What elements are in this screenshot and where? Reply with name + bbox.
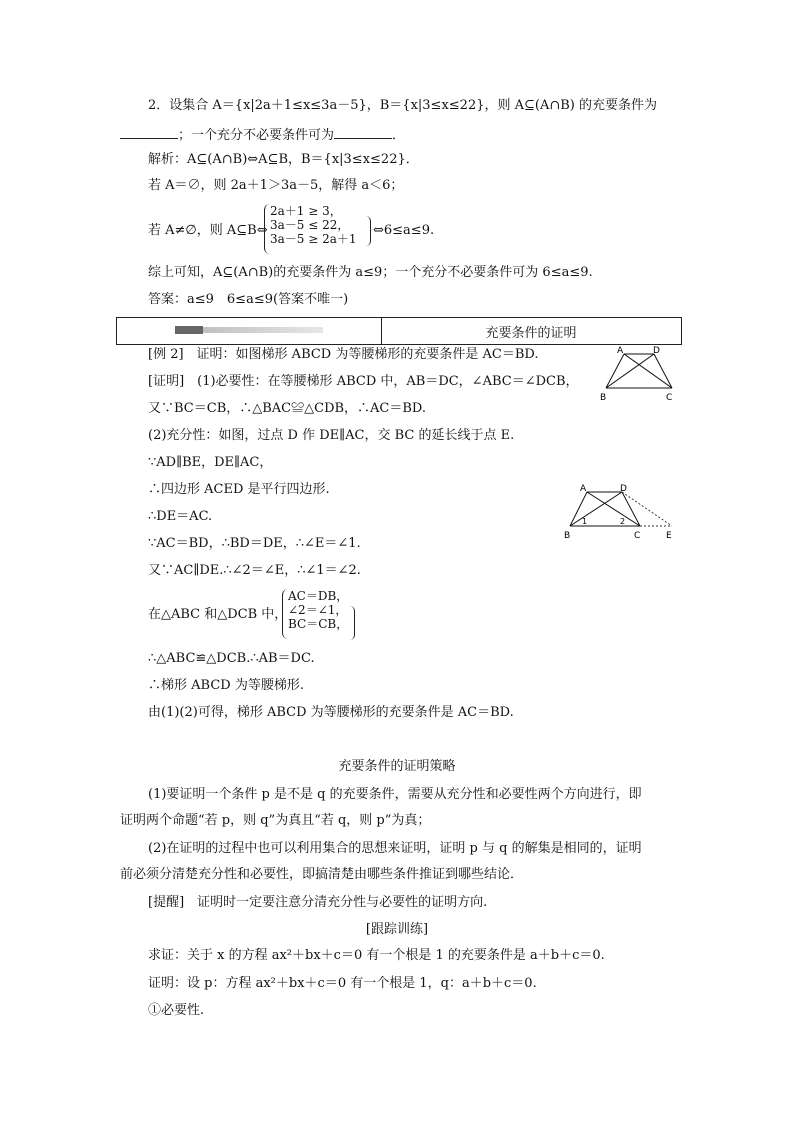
q2-line2-a: ；一个充分不必要条件可为 <box>178 128 335 143</box>
strategy-p2-cont: 前必须分清楚充分性和必要性，即搞清楚由哪些条件推证到哪些结论． <box>120 867 524 882</box>
angle-label-2: 2 <box>620 517 626 526</box>
answer-blank-1[interactable] <box>120 124 178 139</box>
brace-right <box>350 606 355 640</box>
strategy-p1: (1)要证明一个条件 p 是不是 q 的充要条件，需要从充分性和必要性两个方向进行，即 <box>148 787 642 802</box>
proof-line: [证明] (1)必要性：在等腰梯形 ABCD 中，AB＝DC，∠ABC＝∠DCB， <box>148 374 579 389</box>
diagonal-ac <box>624 354 672 388</box>
sys-row: BC＝CB， <box>288 617 349 631</box>
label-a: A <box>617 346 624 356</box>
q2-case1: 若 A＝∅，则 2a＋1＞3a－5，解得 a＜6； <box>148 178 404 193</box>
sys-row: 3a－5 ≥ 2a＋1 <box>270 232 357 246</box>
proof-line: (2)充分性：如图，过点 D 作 DE∥AC，交 BC 的延长线于点 E. <box>148 428 515 443</box>
sys-row: 2a＋1 ≥ 3， <box>270 204 342 218</box>
segment-de <box>622 492 672 526</box>
header-decor-tag <box>175 326 203 334</box>
strategy-p2: (2)在证明的过程中也可以利用集合的思想来证明，证明 p 与 q 的解集是相同的，证明 <box>148 841 642 856</box>
training-proof: 证明：设 p：方程 ax²＋bx＋c＝0 有一个根是 1，q：a＋b＋c＝0. <box>148 976 537 991</box>
q2-analysis <box>148 151 419 169</box>
q2-line1 <box>148 97 657 115</box>
training-prove: 求证：关于 x 的方程 ax²＋bx＋c＝0 有一个根是 1 的充要条件是 a＋b＋c＝0. <box>148 948 605 963</box>
proof-line: ∴△ABC≌△DCB.∴AB＝DC. <box>148 651 315 666</box>
label-c: C <box>666 393 673 403</box>
proof-line: 在△ABC 和△DCB 中， <box>148 607 288 622</box>
proof-line: 由(1)(2)可得，梯形 ABCD 为等腰梯形的充要条件是 AC＝BD. <box>148 705 514 720</box>
strategy-tip: [提醒] 证明时一定要注意分清充分性与必要性的证明方向. <box>148 895 488 910</box>
training-step1: ①必要性. <box>148 1003 205 1018</box>
angle-label-1: 1 <box>582 517 588 526</box>
label-e: E <box>666 531 672 541</box>
proof-line: ∵AD∥BE，DE∥AC， <box>148 455 273 470</box>
diagonal-bd <box>606 354 654 388</box>
proof-line: ∴DE＝AC. <box>148 509 213 524</box>
brace-right <box>366 216 371 246</box>
trapezoid-figure <box>594 342 684 404</box>
q2-line1-b: A＝{x|2a＋1≤x≤3a－5}， <box>212 98 380 113</box>
label-d: D <box>620 484 627 494</box>
q2-case2-suffix: ⇔6≤a≤9. <box>373 223 435 238</box>
section-header <box>116 317 682 345</box>
q2-summary: 综上可知，A⊆(A∩B)的充要条件为 a≤9；一个充分不必要条件可为 6≤a≤9. <box>148 265 593 280</box>
section-title: 充要条件的证明 <box>485 326 577 341</box>
q2-case2-prefix: 若 A≠∅，则 A⊆B⇔ <box>148 223 268 238</box>
sys-row: ∠2＝∠1， <box>288 603 348 617</box>
analysis-text: A⊆(A∩B)⇔A⊆B，B＝{x|3≤x≤22}． <box>187 152 419 167</box>
q2-line1-a: 2．设集合 <box>148 98 213 113</box>
sys-row: 3a－5 ≤ 22， <box>270 218 350 232</box>
label-c: C <box>634 531 641 541</box>
label-a: A <box>580 484 587 494</box>
label-d: D <box>653 346 660 356</box>
label-b: B <box>564 531 571 541</box>
q2-line2-b: ． <box>392 128 406 143</box>
edge-dc <box>654 354 672 388</box>
proof-line: 又∵AC∥DE.∴∠2＝∠E，∴∠1＝∠2. <box>148 563 361 578</box>
parallelogram-figure <box>560 480 682 542</box>
q2-answer: 答案：a≤9 6≤a≤9(答案不唯一) <box>148 292 349 307</box>
triangle-system <box>288 589 348 631</box>
sys-row: AC＝DB， <box>288 589 349 603</box>
example2-statement: [例 2] 证明：如图梯形 ABCD 为等腰梯形的充要条件是 AC＝BD. <box>148 347 539 362</box>
strategy-title: 充要条件的证明策略 <box>338 759 456 774</box>
q2-system <box>270 204 357 246</box>
q2-line2 <box>120 124 405 145</box>
answer-blank-2[interactable] <box>334 124 392 139</box>
proof-line: ∴梯形 ABCD 为等腰梯形. <box>148 678 304 693</box>
edge-ab <box>606 354 624 388</box>
proof-line: 又∵BC＝CB，∴△BAC≌△CDB，∴AC＝BD. <box>148 401 427 416</box>
training-title: [跟踪训练] <box>365 922 429 937</box>
proof-line: ∴四边形 ACED 是平行四边形. <box>148 482 330 497</box>
q2-line1-c: B＝{x|3≤x≤22}，则 A⊆(A∩B) 的充要条件为 <box>379 98 658 113</box>
label-b: B <box>600 393 607 403</box>
proof-line: ∵AC＝BD，∴BD＝DE，∴∠E＝∠1. <box>148 536 361 551</box>
strategy-p1-cont: 证明两个命题“若 p，则 q”为真且“若 q，则 p”为真； <box>120 813 431 828</box>
analysis-label: 解析： <box>148 152 188 167</box>
